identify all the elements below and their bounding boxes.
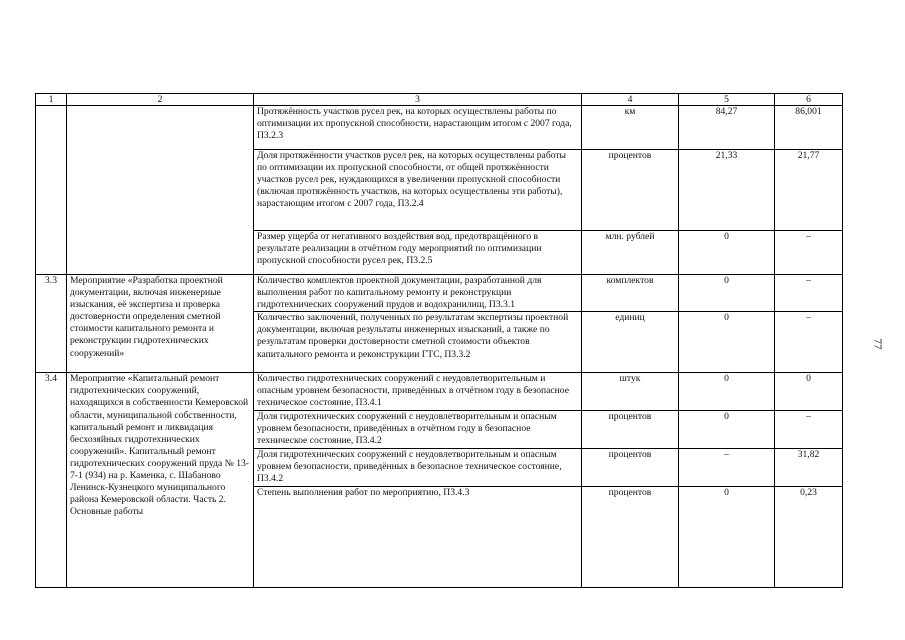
indicator-unit: процентов bbox=[582, 487, 679, 588]
header-row bbox=[36, 94, 843, 106]
indicator-value-6: – bbox=[775, 275, 843, 312]
indicator-unit: процентов bbox=[582, 150, 679, 231]
indicator-value-5: 84,27 bbox=[679, 106, 775, 150]
indicator-value-6: 0 bbox=[775, 373, 843, 411]
indicator-name: Количество гидротехнических сооружений с неудовлетворительным и опасным уровнем безопасности, приведённых в отчётном году в безопасное техническое состояние, П3.4.1 bbox=[254, 373, 582, 411]
indicator-value-5: 0 bbox=[679, 487, 775, 588]
indicator-unit: комплектов bbox=[582, 275, 679, 312]
table-row bbox=[36, 275, 843, 312]
indicator-unit: штук bbox=[582, 373, 679, 411]
indicator-value-5: 0 bbox=[679, 275, 775, 312]
event-name bbox=[67, 106, 254, 275]
row-number: 3.4 bbox=[36, 373, 67, 588]
header-cell-5: 5 bbox=[679, 94, 775, 106]
row-number: 3.3 bbox=[36, 275, 67, 373]
indicator-value-5: 0 bbox=[679, 411, 775, 449]
indicator-name: Доля гидротехнических сооружений с неудовлетворительным и опасным уровнем безопасности, приведённых в отчётном году в безопасное техническое состояние, П3.4.2 bbox=[254, 411, 582, 449]
indicator-value-5: 0 bbox=[679, 373, 775, 411]
indicator-value-6: – bbox=[775, 231, 843, 275]
indicator-value-6: – bbox=[775, 411, 843, 449]
indicator-unit: км bbox=[582, 106, 679, 150]
table-row bbox=[36, 106, 843, 150]
indicator-value-5: 21,33 bbox=[679, 150, 775, 231]
indicator-value-6: 86,001 bbox=[775, 106, 843, 150]
indicator-name: Степень выполнения работ по мероприятию, П3.4.3 bbox=[254, 487, 582, 588]
header-cell-1: 1 bbox=[36, 94, 67, 106]
header-cell-4: 4 bbox=[582, 94, 679, 106]
indicator-value-5: 0 bbox=[679, 312, 775, 373]
indicator-value-5: 0 bbox=[679, 231, 775, 275]
indicator-name: Количество комплектов проектной документации, разработанной для выполнения работ по капитальному ремонту и реконструкции гидротехнических сооружений прудов и водохранилищ, П3.3.1 bbox=[254, 275, 582, 312]
indicator-unit: процентов bbox=[582, 449, 679, 487]
indicator-unit: млн. рублей bbox=[582, 231, 679, 275]
indicators-table bbox=[35, 93, 843, 588]
indicator-name: Доля гидротехнических сооружений с неудовлетворительным и опасным уровнем безопасности, приведённых в безопасное техническое состояние, П3.4.2 bbox=[254, 449, 582, 487]
indicator-value-6: 31,82 bbox=[775, 449, 843, 487]
header-cell-6: 6 bbox=[775, 94, 843, 106]
indicator-name: Доля протяжённости участков русел рек, на которых осуществлены работы по оптимизации их пропускной способности, от общей протяжённости участков русел рек, нуждающихся в увеличении пропускной способности (включая протяжённость участков, на которых осуществлены эти работы), нарастающим итогом с 2007 года, П3.2.4 bbox=[254, 150, 582, 231]
event-name: Мероприятие «Капитальный ремонт гидротехнических сооружений, находящихся в собственности Кемеровской области, муниципальной собственности, капитальный ремонт и ликвидация бесхозяйных гидротехнических сооружений». Капитальный ремонт гидротехнических сооружений пруда № 13-7-1 (934) на р. Каменка, с. Шабаново Ленинск-Кузнецкого муниципального района Кемеровской области. Часть 2. Основные работы bbox=[67, 373, 254, 588]
indicator-name: Протяжённость участков русел рек, на которых осуществлены работы по оптимизации их пропускной способности, нарастающим итогом с 2007 года, П3.2.3 bbox=[254, 106, 582, 150]
indicator-unit: единиц bbox=[582, 312, 679, 373]
indicator-value-6: 21,77 bbox=[775, 150, 843, 231]
header-cell-3: 3 bbox=[254, 94, 582, 106]
header-cell-2: 2 bbox=[67, 94, 254, 106]
indicator-value-6: 0,23 bbox=[775, 487, 843, 588]
indicator-name: Размер ущерба от негативного воздействия вод, предотвращённого в результате реализации в отчётном году мероприятий по оптимизации пропускной способности русел рек, П3.2.5 bbox=[254, 231, 582, 275]
indicator-value-5: – bbox=[679, 449, 775, 487]
indicator-unit: процентов bbox=[582, 411, 679, 449]
table-row bbox=[36, 373, 843, 411]
page-number: 77 bbox=[871, 338, 884, 350]
indicator-value-6: – bbox=[775, 312, 843, 373]
row-number bbox=[36, 106, 67, 275]
indicator-name: Количество заключений, полученных по результатам экспертизы проектной документации, включая результаты инженерных изысканий, а также по результатам проверки достоверности сметной стоимости объектов капитального ремонта и реконструкции ГТС, П3.3.2 bbox=[254, 312, 582, 373]
event-name: Мероприятие «Разработка проектной документации, включая инженерные изыскания, её экспертиза и проверка достоверности определения сметной стоимости капитального ремонта и реконструкции гидротехнических сооружений» bbox=[67, 275, 254, 373]
